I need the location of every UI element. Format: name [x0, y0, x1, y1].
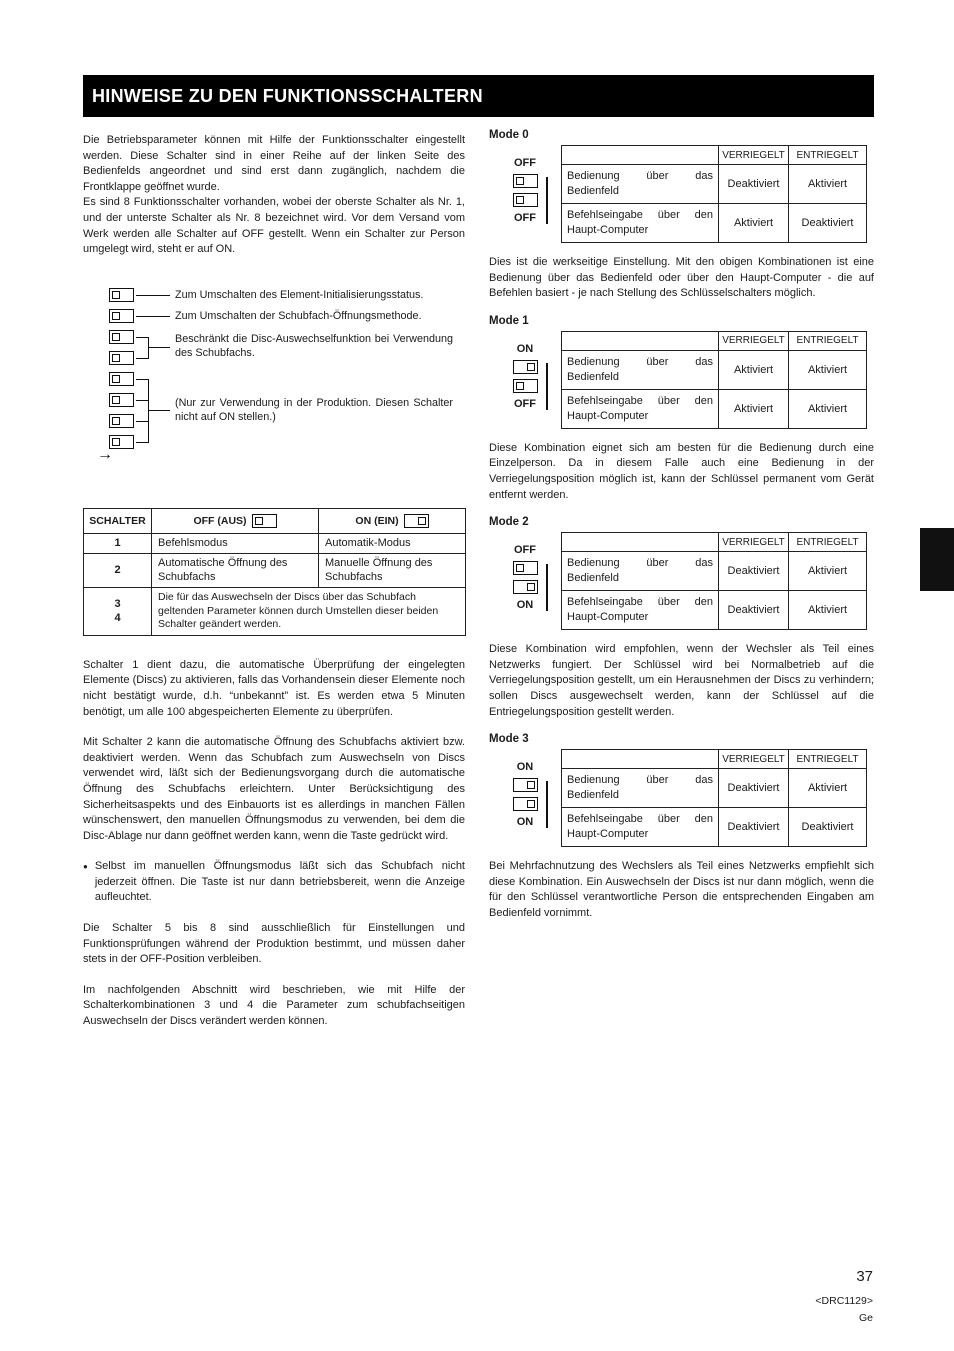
mode-0-section [489, 129, 874, 302]
connector-line [136, 421, 148, 422]
mode-title: Mode 2 [489, 516, 529, 529]
body-paragraph: Die Schalter 5 bis 8 sind ausschließlich für Einstellungen und Funktionsprüfungen während der Produktion bestimmt, und müssen daher stets in der OFF-Position verbleiben. [83, 922, 465, 966]
panel-operation-row [562, 769, 867, 808]
corner-cell [562, 146, 719, 165]
switch-numbers-34 [84, 588, 152, 636]
dip-switch-4-icon [109, 351, 134, 365]
computer-input-row [562, 204, 867, 243]
mode-dip-diagram [489, 532, 561, 611]
unlocked-column-header: ENTRIEGELT [789, 533, 867, 552]
switch-state-top: ON [516, 342, 534, 355]
switch-function-label: (Nur zur Verwendung in der Produktion. Diesen Schalter nicht auf ON stellen.) [175, 396, 453, 424]
side-tab-marker [920, 528, 954, 591]
mode-title: Mode 3 [489, 733, 529, 746]
computer-input-row [562, 591, 867, 630]
on-behavior: Automatik-Modus [319, 533, 466, 554]
connector-line [136, 400, 148, 401]
switch-number: 2 [84, 554, 152, 588]
connector-line [136, 379, 148, 380]
switch-knob [112, 438, 120, 446]
connector-line [136, 442, 148, 443]
dip-switch-4-icon [513, 193, 538, 207]
switch-number: 3 [114, 598, 121, 610]
switch-34-description: Die für das Auswechseln der Discs über das Schubfach geltenden Parameter können durch Umstellen dieser beiden Schalter geändert werden. [152, 588, 466, 636]
schalter-table-header-row [84, 508, 466, 533]
page-number: 37 [856, 1268, 873, 1285]
switch-state-bottom: OFF [514, 212, 536, 224]
mode-table [561, 145, 867, 243]
left-column [83, 133, 465, 1045]
col-off-label: OFF (AUS) [193, 514, 247, 527]
dip-switch-on-icon [404, 514, 429, 528]
dip-switch-3-icon [513, 360, 538, 374]
off-behavior: Automatische Öffnung des Schubfachs [152, 554, 319, 588]
col-on-label: ON (EIN) [355, 514, 399, 527]
schalter-table-row-1 [84, 533, 466, 554]
mode-dip-diagram [489, 749, 561, 828]
function-switch-diagram [83, 288, 465, 484]
mode-title: Mode 1 [489, 314, 529, 327]
switch-knob [112, 354, 120, 362]
mode-description: Diese Kombination wird empfohlen, wenn der Wechsler als Teil eines Netzwerks fungiert. Der Schlüssel wird bei Normalbetrieb auf die Verriegelungsposition gestellt, um ein Herausnehmen der Discs zu verhindern; sollen Discs ausgewechselt werden, kann der Schlüssel auf die Entriegelungsposition gestellt werden. [489, 643, 874, 718]
page-title: HINWEISE ZU DEN FUNKTIONSSCHALTERN [92, 85, 483, 106]
switch-knob [255, 517, 263, 525]
unlocked-column-header: ENTRIEGELT [789, 331, 867, 350]
value-cell: Aktiviert [789, 350, 867, 389]
connector-line [136, 358, 148, 359]
schalter-table-row-2 [84, 554, 466, 588]
on-behavior: Manuelle Öffnung des Schubfachs [319, 554, 466, 588]
off-behavior: Befehlsmodus [152, 533, 319, 554]
panel-row-label: Bedienung über das Bedienfeld [562, 350, 719, 389]
connector-bracket [148, 379, 149, 443]
dip-switch-3-icon [513, 174, 538, 188]
switch-knob [112, 312, 120, 320]
connector-line [148, 347, 170, 348]
mode-description: Bei Mehrfachnutzung des Wechslers als Teil eines Netzwerks empfiehlt sich diese Kombination. Ein Auswechseln der Discs ist nur dann möglich, wenn die für den Schlüssel verantwortliche Person die entsprechenden Eingaben am Bedienfeld vornimmt. [489, 860, 874, 919]
switch-knob [112, 396, 120, 404]
panel-row-label: Bedienung über das Bedienfeld [562, 552, 719, 591]
switch-knob [516, 564, 524, 572]
switch-state-bottom: OFF [514, 397, 536, 410]
mode-dip-diagram [489, 331, 561, 410]
mode-1-section [489, 315, 874, 503]
value-cell: Deaktiviert [719, 165, 789, 204]
body-paragraph: Schalter 1 dient dazu, die automatische Überprüfung der eingelegten Elemente (Discs) zu aktivieren, falls das Vorhandensein dieser Elemente noch nicht bestätigt wurde, d.h. “unbekannt” ist. Es werden etwa 5 Minuten benötigt, um alle 100 abgespeicherten Elemente zu überprüfen. [83, 658, 465, 718]
switch-function-label: Beschränkt die Disc-Auswechselfunktion bei Verwendung des Schubfachs. [175, 332, 453, 360]
value-cell: Aktiviert [789, 552, 867, 591]
dip-switch-3-icon [513, 561, 538, 575]
locked-column-header: VERRIEGELT [719, 331, 789, 350]
switch-function-label: Zum Umschalten der Schubfach-Öffnungsmethode. [175, 309, 422, 322]
doc-code: <DRC1129> [815, 1295, 873, 1307]
value-cell: Aktiviert [789, 389, 867, 428]
value-cell: Deaktiviert [719, 808, 789, 847]
mode-table [561, 749, 867, 847]
dip-switch-4-icon [513, 379, 538, 393]
computer-input-row [562, 808, 867, 847]
switch-knob [527, 781, 535, 789]
dip-switch-5-icon [109, 372, 134, 386]
dip-switch-7-icon [109, 414, 134, 428]
mode-dip-diagram [489, 145, 561, 224]
switch-state-top: ON [516, 761, 534, 774]
switch-knob [112, 333, 120, 341]
right-column [489, 129, 874, 935]
connector-bracket [148, 337, 149, 359]
switch-number: 1 [84, 533, 152, 554]
bullet-item [83, 859, 465, 906]
connector-line [136, 337, 148, 338]
connector-line [136, 316, 170, 317]
mode-table [561, 331, 867, 429]
computer-row-label: Befehlseingabe über den Haupt-Computer [562, 389, 719, 428]
intro-paragraph-1: Die Betriebsparameter können mit Hilfe der Funktionsschalter eingestellt werden. Diese Schalter sind in einer Reihe auf der linken Seite des Bedienfelds angeordnet und sind erst dann zugänglich, nachdem die Frontklappe geöffnet wurde. [83, 134, 465, 193]
switch-knob [516, 177, 524, 185]
mode-3-section [489, 733, 874, 921]
corner-cell [562, 750, 719, 769]
locked-column-header: VERRIEGELT [719, 533, 789, 552]
panel-operation-row [562, 350, 867, 389]
value-cell: Aktiviert [789, 591, 867, 630]
schalter-table-row-34 [84, 588, 466, 636]
connector-line [148, 410, 170, 411]
col-off-header [152, 508, 319, 533]
value-cell: Aktiviert [789, 769, 867, 808]
unlocked-column-header: ENTRIEGELT [789, 750, 867, 769]
col-on-header [319, 508, 466, 533]
connector-line [136, 295, 170, 296]
dip-switch-6-icon [109, 393, 134, 407]
panel-operation-row [562, 165, 867, 204]
col-schalter-header: SCHALTER [84, 508, 152, 533]
dip-switch-4-icon [513, 580, 538, 594]
switch-knob [112, 417, 120, 425]
value-cell: Deaktiviert [789, 204, 867, 243]
body-paragraph: Im nachfolgenden Abschnitt wird beschrieben, wie mit Hilfe der Schalterkombinationen 3 und 4 die Parameter zum schubfachseitigen Auswechseln der Discs verändert werden können. [83, 983, 465, 1028]
value-cell: Deaktiviert [719, 769, 789, 808]
locked-column-header: VERRIEGELT [719, 750, 789, 769]
panel-row-label: Bedienung über das Bedienfeld [562, 769, 719, 808]
switch-state-top: OFF [514, 157, 536, 169]
mode-table [561, 532, 867, 630]
computer-row-label: Befehlseingabe über den Haupt-Computer [562, 591, 719, 630]
switch-knob [527, 363, 535, 371]
lang-code: Ge [858, 1312, 873, 1324]
unlocked-column-header: ENTRIEGELT [789, 146, 867, 165]
value-cell: Aktiviert [789, 165, 867, 204]
value-cell: Deaktiviert [719, 591, 789, 630]
switch-knob [527, 583, 535, 591]
mode-description: Diese Kombination eignet sich am besten für die Bedienung durch eine Einzelperson. Da in diesem Falle auch eine Bedienung in der Verriegelungsposition möglich ist, kann der Schlüssel permanent vom Gerät entfernt werden. [489, 441, 874, 501]
mode-title: Mode 0 [489, 129, 529, 141]
section-title-bar [83, 75, 874, 117]
panel-operation-row [562, 552, 867, 591]
mode-description: Dies ist die werkseitige Einstellung. Mit den obigen Kombinationen ist eine Bedienung über das Bedienfeld oder über den Haupt-Computer - die auf Befehlen basiert - je nach Stellung des Schlüsselschalters möglich. [489, 256, 874, 300]
locked-column-header: VERRIEGELT [719, 146, 789, 165]
schalter-table [83, 508, 466, 636]
computer-row-label: Befehlseingabe über den Haupt-Computer [562, 204, 719, 243]
dip-switch-4-icon [513, 797, 538, 811]
switch-state-bottom: ON [516, 599, 534, 612]
body-paragraph: Mit Schalter 2 kann die automatische Öffnung des Schubfachs aktiviert bzw. deaktiviert werden. Wenn das Schubfach zum Auswechseln von Discs verwendet wird, läßt sich der Bedienungsvorgang durch die automatische Öffnung des Schubfachs erleichtern. Unter Berücksichtigung des Sicherheitsaspekts und des Einbauorts ist es allerdings in manchen Fällen wünschenswert, den manuellen Öffnungsmodus zu verwenden, bei dem die Disc-Ablage nur dann geöffnet werden kann, wenn die Taste gedrückt wird. [83, 736, 465, 842]
switch-knob [112, 375, 120, 383]
value-cell: Aktiviert [719, 204, 789, 243]
dip-switch-1-icon [109, 288, 134, 302]
value-cell: Deaktiviert [719, 552, 789, 591]
dip-switch-3-icon [109, 330, 134, 344]
switch-number: 4 [114, 611, 121, 624]
switch-knob [527, 800, 535, 808]
intro-paragraph-2: Es sind 8 Funktionsschalter vorhanden, wobei der oberste Schalter als Nr. 1, und der unterste Schalter als Nr. 8 bezeichnet wird. Vor dem Versand vom Werk werden alle Schalter auf OFF gestellt. Wenn ein Schalter zur Person umgelegt wird, steht er auf ON. [83, 196, 465, 256]
dip-switch-3-icon [513, 778, 538, 792]
diagram-bracket [546, 177, 548, 224]
diagram-bracket [546, 564, 548, 611]
diagram-bracket [546, 781, 548, 828]
value-cell: Deaktiviert [789, 808, 867, 847]
diagram-bracket [546, 363, 548, 410]
switch-state-top: OFF [514, 544, 536, 557]
switch-knob [516, 196, 524, 204]
switch-state-bottom: ON [516, 816, 534, 829]
on-direction-arrow-icon [97, 446, 113, 464]
computer-row-label: Befehlseingabe über den Haupt-Computer [562, 808, 719, 847]
switch-function-label: Zum Umschalten des Element-Initialisierungsstatus. [175, 288, 424, 301]
dip-switch-off-icon [252, 514, 277, 528]
bullet-text: ● Selbst im manuellen Öffnungsmodus läßt sich das Schubfach nicht jederzeit öffnen. Die Taste ist nur dann betriebsbereit, wenn die Anzeige aufleuchtet. [94, 860, 465, 904]
corner-cell [562, 331, 719, 350]
dip-switch-2-icon [109, 309, 134, 323]
mode-2-section [489, 516, 874, 720]
corner-cell [562, 533, 719, 552]
switch-knob [112, 291, 120, 299]
value-cell: Aktiviert [719, 350, 789, 389]
value-cell: Aktiviert [719, 389, 789, 428]
switch-knob [418, 517, 426, 525]
panel-row-label: Bedienung über das Bedienfeld [562, 165, 719, 204]
switch-knob [516, 382, 524, 390]
computer-input-row [562, 389, 867, 428]
